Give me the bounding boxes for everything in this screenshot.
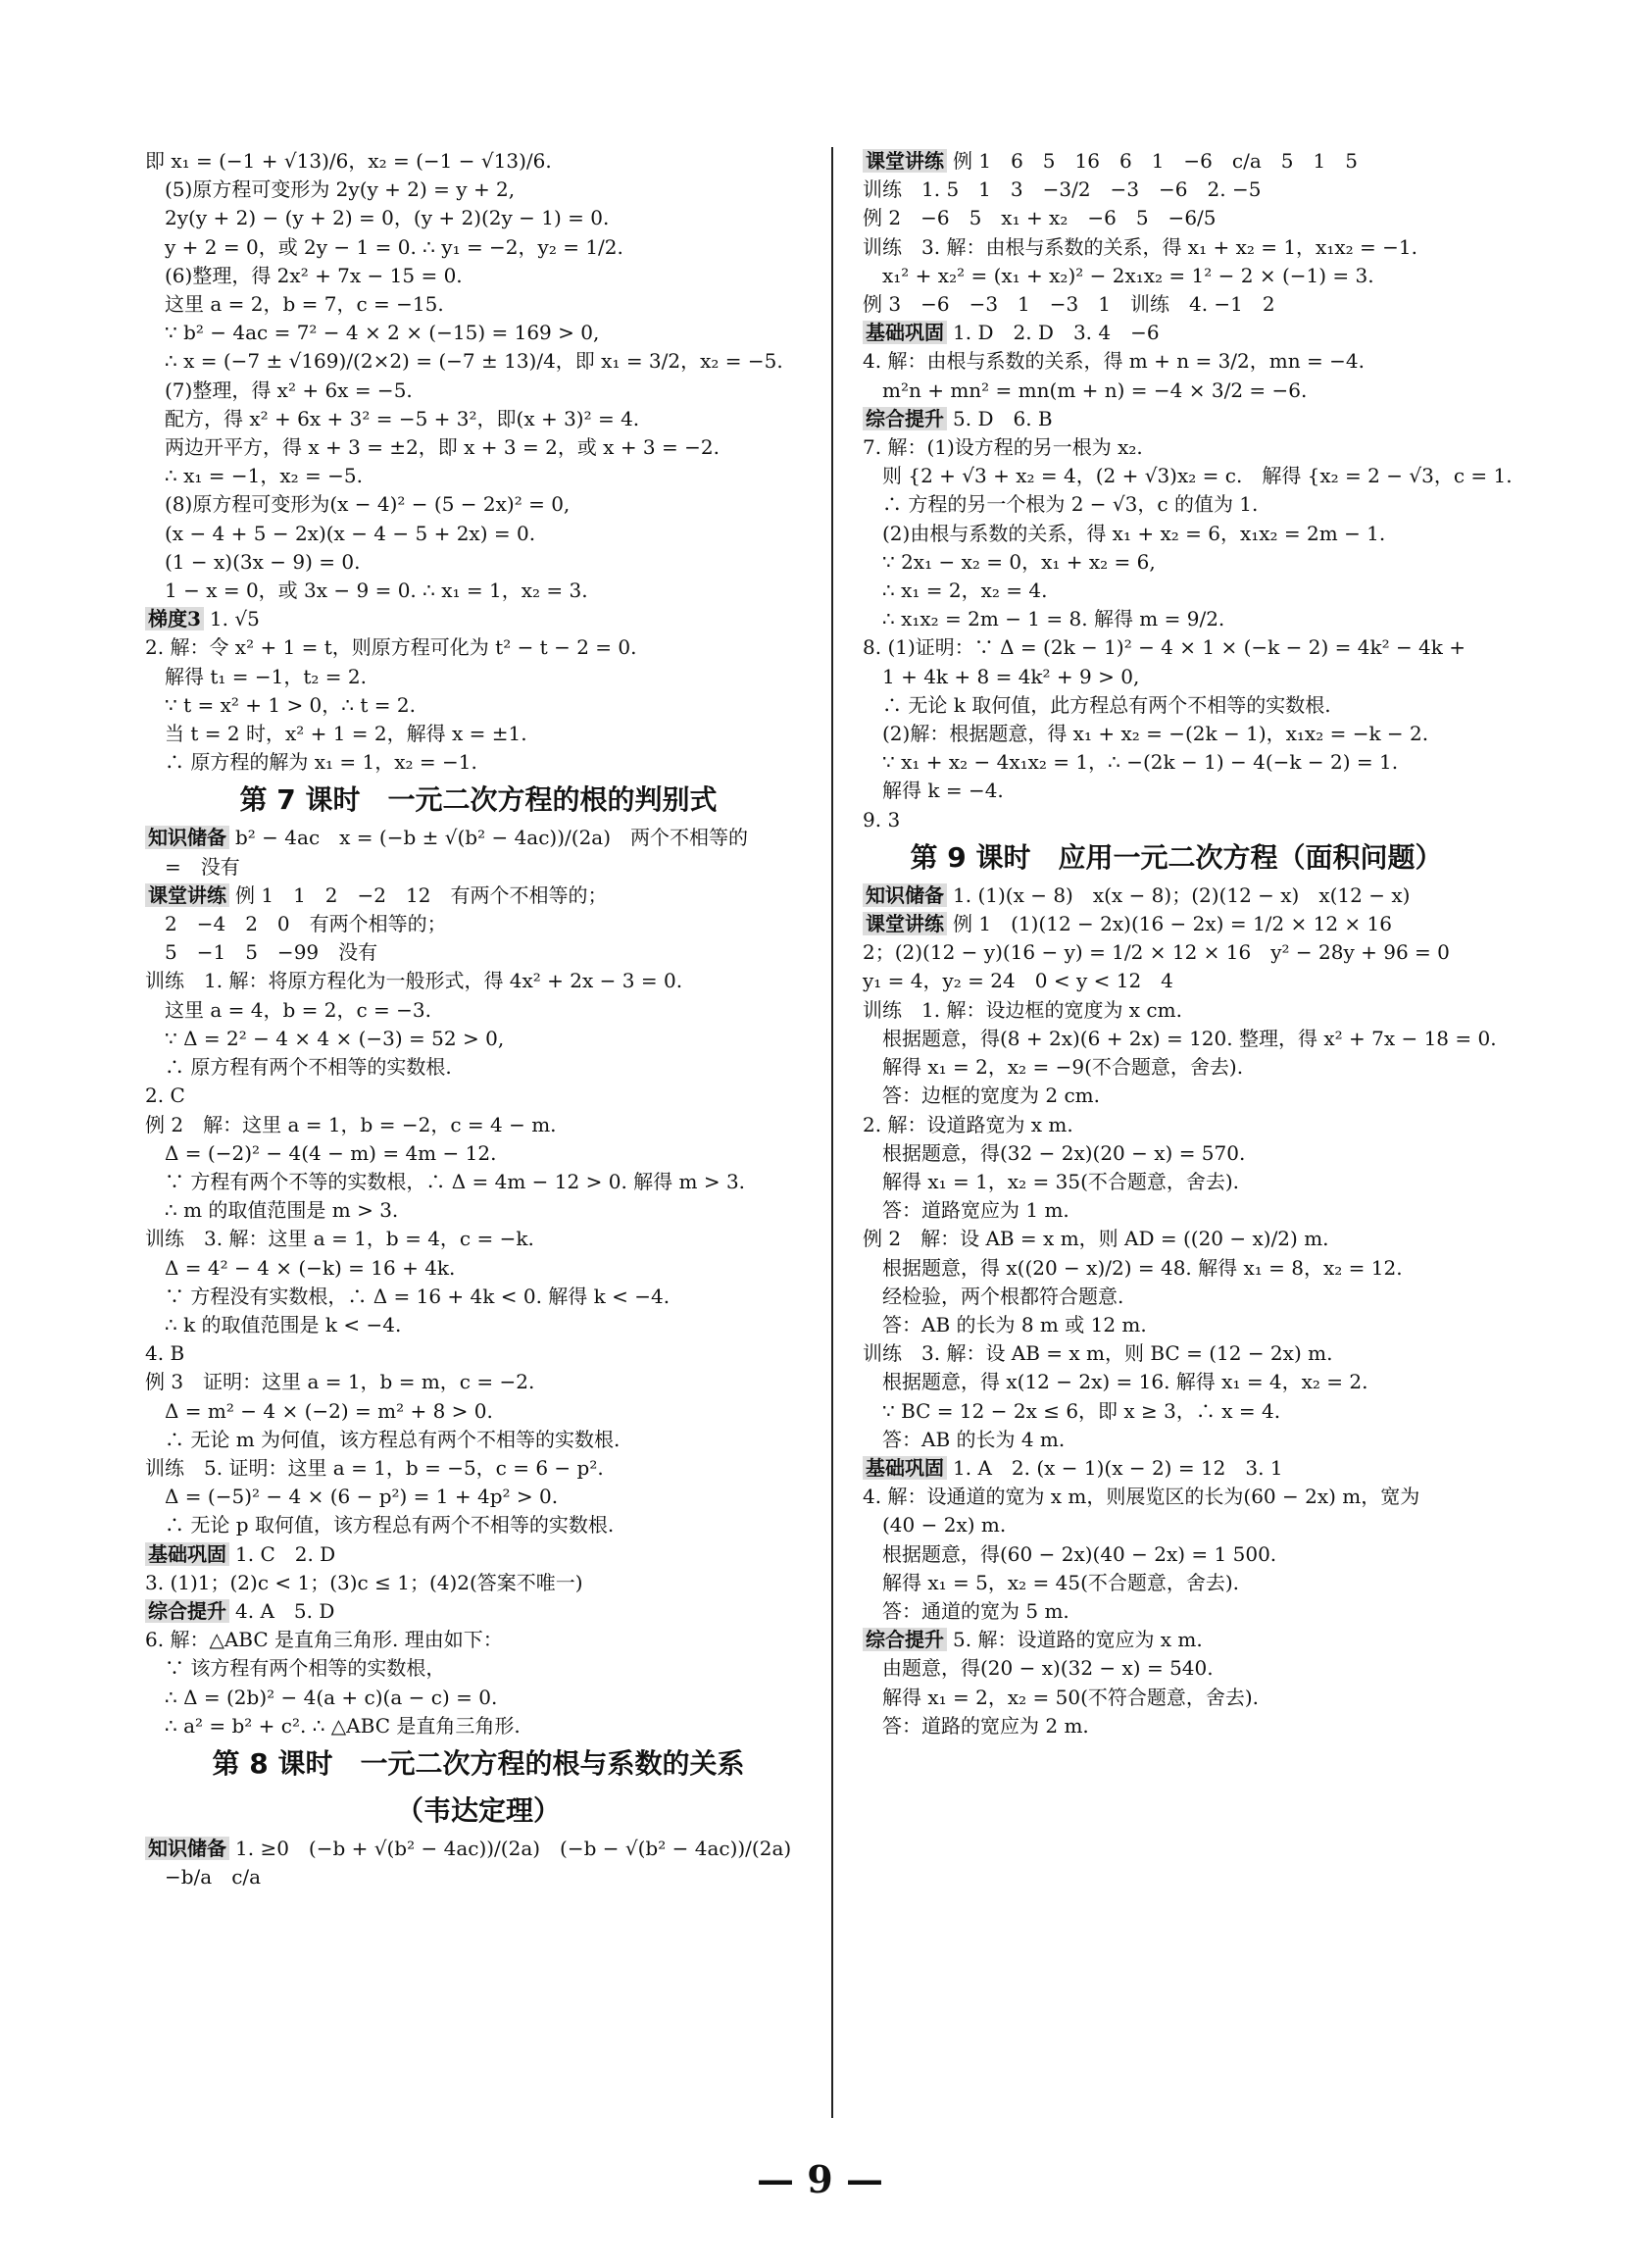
- section-tag: 知识储备: [145, 826, 229, 849]
- answer-line: [145, 748, 812, 777]
- answer-line: [145, 1025, 812, 1053]
- answer-line: [145, 1397, 812, 1426]
- answer-line: [863, 347, 1490, 376]
- answer-text: 2. C: [145, 1084, 185, 1108]
- answer-text: 例 2 −6 5 x₁ + x₂ −6 5 −6/5: [863, 206, 1217, 230]
- answer-text: 训练 1. 5 1 3 −3/2 −3 −6 2. −5: [863, 177, 1262, 202]
- answer-text: ∵ Δ = 2² − 4 × 4 × (−3) = 52 > 0,: [165, 1026, 505, 1050]
- answer-line: [145, 1569, 812, 1597]
- answer-text: Δ = (−2)² − 4(4 − m) = 4m − 12.: [165, 1140, 497, 1165]
- answer-text: 经检验，两个根都符合题意.: [882, 1284, 1124, 1308]
- answer-line: [145, 176, 812, 204]
- answer-text: 即 x₁ = (−1 + √13)/6，x₂ = (−1 − √13)/6.: [145, 149, 552, 173]
- answer-line: [145, 1339, 812, 1368]
- answer-line: [145, 1225, 812, 1253]
- answer-text: ∴ 无论 k 取何值，此方程总有两个不相等的实数根.: [882, 692, 1331, 717]
- answer-line: [863, 938, 1490, 967]
- answer-line: [145, 1168, 812, 1196]
- answer-text: 2；(2)(12 − y)(16 − y) = 1/2 × 12 × 16 y² − 28y + 96 = 0: [863, 940, 1450, 965]
- answer-text: 这里 a = 4，b = 2，c = −3.: [165, 997, 431, 1022]
- page-number: — 9 —: [757, 2157, 883, 2201]
- answer-line: [863, 1654, 1490, 1683]
- answer-text: 解得 t₁ = −1，t₂ = 2.: [165, 664, 367, 688]
- answer-line: [145, 490, 812, 519]
- answer-text: ∴ 原方程的解为 x₁ = 1，x₂ = −1.: [165, 750, 477, 775]
- answer-text: 答：AB 的长为 8 m 或 12 m.: [882, 1312, 1147, 1336]
- answer-text: ∵ 该方程有两个相等的实数根，: [165, 1656, 446, 1681]
- answer-text: 训练 3. 解：由根与系数的关系，得 x₁ + x₂ = 1，x₁x₂ = −1.: [863, 234, 1417, 259]
- answer-line: [145, 290, 812, 319]
- answer-line: [145, 996, 812, 1025]
- answer-line: [145, 605, 812, 633]
- answer-line: [145, 663, 812, 691]
- answer-line: [145, 1454, 812, 1483]
- answer-text: 训练 5. 证明：这里 a = 1，b = −5，c = 6 − p².: [145, 1455, 604, 1480]
- answer-line: [863, 319, 1490, 347]
- answer-line: [145, 405, 812, 433]
- answer-text: = 没有: [165, 854, 240, 879]
- answer-line: [145, 233, 812, 262]
- answer-line: [145, 1053, 812, 1082]
- answer-line: [145, 1626, 812, 1654]
- answer-text: 这里 a = 2，b = 7，c = −15.: [165, 292, 444, 317]
- answer-line: [863, 1168, 1490, 1196]
- answer-line: [145, 1712, 812, 1740]
- answer-line: [863, 176, 1490, 204]
- answer-line: [145, 882, 812, 910]
- section-tag: 梯度3: [145, 607, 204, 630]
- answer-text: 1 − x = 0，或 3x − 9 = 0. ∴ x₁ = 1，x₂ = 3.: [165, 579, 588, 603]
- answer-text: ∵ b² − 4ac = 7² − 4 × 2 × (−15) = 169 > 0,: [165, 321, 600, 345]
- answer-text: ∴ 无论 p 取何值，该方程总有两个不相等的实数根.: [165, 1513, 615, 1537]
- answer-line: [863, 1626, 1490, 1654]
- section-tag: 课堂讲练: [863, 912, 947, 935]
- answer-text: 3. (1)1；(2)c < 1；(3)c ≤ 1；(4)2(答案不唯一): [145, 1570, 583, 1594]
- answer-line: [863, 996, 1490, 1025]
- answer-line: [863, 204, 1490, 232]
- section-tag: 课堂讲练: [863, 149, 947, 173]
- answer-text: ∵ x₁ + x₂ − 4x₁x₂ = 1，∴ −(2k − 1) − 4(−k − 2) = 1.: [882, 750, 1399, 775]
- answer-line: [145, 910, 812, 938]
- answer-text: 训练 1. 解：将原方程化为一般形式，得 4x² + 2x − 3 = 0.: [145, 969, 683, 993]
- answer-text: ∵ BC = 12 − 2x ≤ 6，即 x ≥ 3，∴ x = 4.: [882, 1398, 1281, 1423]
- answer-line: [863, 777, 1490, 805]
- answer-text: ∴ x₁ = 2，x₂ = 4.: [882, 579, 1048, 603]
- answer-line: [145, 967, 812, 995]
- answer-text: 则 {2 + √3 + x₂ = 4，(2 + √3)x₂ = c. 解得 {x₂ = 2 − √3，c = 1.: [882, 464, 1513, 488]
- answer-line: [863, 1111, 1490, 1139]
- answer-text: 解得 x₁ = 5，x₂ = 45(不合题意，舍去).: [882, 1570, 1240, 1594]
- left-column: [145, 147, 812, 1891]
- column-divider: [831, 147, 833, 2118]
- answer-line: [863, 720, 1490, 748]
- answer-text: 7. 解：(1)设方程的另一根为 x₂.: [863, 435, 1143, 460]
- answer-text: 答：通道的宽为 5 m.: [882, 1598, 1069, 1623]
- answer-text: 例 2 解：设 AB = x m，则 AD = ((20 − x)/2) m.: [863, 1227, 1329, 1251]
- section-heading: 第 9 课时 应用一元二次方程（面积问题）: [910, 840, 1443, 874]
- section-heading: 第 8 课时 一元二次方程的根与系数的关系: [212, 1746, 745, 1780]
- answer-text: ∴ 方程的另一个根为 2 − √3，c 的值为 1.: [882, 492, 1259, 517]
- answer-line: [863, 147, 1490, 176]
- answer-text: ∴ a² = b² + c². ∴ △ABC 是直角三角形.: [165, 1713, 521, 1738]
- answer-text: 例 1 6 5 16 6 1 −6 c/a 5 1 5: [953, 149, 1358, 173]
- answer-text: 答：道路宽应为 1 m.: [882, 1198, 1069, 1223]
- answer-line: [863, 1511, 1490, 1539]
- answer-line: [145, 1654, 812, 1683]
- answer-text: 解得 k = −4.: [882, 779, 1004, 803]
- answer-text: 1. D 2. D 3. 4 −6: [953, 321, 1160, 345]
- answer-text: 答：边框的宽度为 2 cm.: [882, 1084, 1100, 1108]
- answer-line: [863, 1684, 1490, 1712]
- answer-line: [145, 1111, 812, 1139]
- answer-text: ∴ 无论 m 为何值，该方程总有两个不相等的实数根.: [165, 1427, 621, 1451]
- answer-text: Δ = 4² − 4 × (−k) = 16 + 4k.: [165, 1255, 456, 1280]
- answer-line: [863, 377, 1490, 405]
- answer-line: [145, 1283, 812, 1311]
- answer-line: [863, 1082, 1490, 1110]
- answer-line: [145, 853, 812, 882]
- section-tag: 基础巩固: [863, 321, 947, 344]
- answer-text: 配方，得 x² + 6x + 3² = −5 + 3²，即(x + 3)² = 4.: [165, 406, 640, 430]
- answer-line: [863, 520, 1490, 548]
- answer-text: 根据题意，得 x(12 − 2x) = 16. 解得 x₁ = 4，x₂ = 2.: [882, 1370, 1368, 1394]
- answer-text: 例 3 证明：这里 a = 1，b = m，c = −2.: [145, 1370, 535, 1394]
- answer-line: [863, 1454, 1490, 1483]
- answer-line: [863, 1368, 1490, 1396]
- answer-line: [863, 1139, 1490, 1168]
- answer-text: 解得 x₁ = 2，x₂ = −9(不合题意，舍去).: [882, 1055, 1244, 1080]
- section-tag: 综合提升: [145, 1599, 229, 1623]
- answer-line: [145, 824, 812, 852]
- answer-line: [145, 633, 812, 662]
- answer-text: (2)由根与系数的关系，得 x₁ + x₂ = 6，x₁x₂ = 2m − 1.: [882, 521, 1386, 545]
- answer-text: ∴ k 的取值范围是 k < −4.: [165, 1312, 402, 1336]
- answer-line: [145, 433, 812, 462]
- answer-line: [145, 1835, 812, 1863]
- answer-line: [145, 262, 812, 290]
- answer-line: [863, 1311, 1490, 1339]
- answer-line: [863, 1225, 1490, 1253]
- answer-line: [863, 910, 1490, 938]
- answer-line: [863, 262, 1490, 290]
- answer-line: [145, 347, 812, 376]
- answer-line: [145, 1863, 812, 1891]
- answer-line: [863, 1597, 1490, 1626]
- answer-text: 训练 1. 解：设边框的宽度为 x cm.: [863, 997, 1182, 1022]
- answer-text: 两边开平方，得 x + 3 = ±2，即 x + 3 = 2，或 x + 3 = −2.: [165, 435, 720, 460]
- answer-text: ∵ 方程没有实数根，∴ Δ = 16 + 4k < 0. 解得 k < −4.: [165, 1284, 671, 1308]
- answer-line: [863, 1483, 1490, 1511]
- answer-line: [863, 806, 1490, 834]
- answer-text: −b/a c/a: [165, 1865, 262, 1890]
- answer-text: 1. C 2. D: [235, 1541, 336, 1566]
- answer-line: [863, 967, 1490, 995]
- answer-line: [145, 1483, 812, 1511]
- section-tag: 基础巩固: [863, 1456, 947, 1480]
- answer-line: [145, 577, 812, 605]
- answer-line: [145, 1511, 812, 1539]
- answer-text: 由题意，得(20 − x)(32 − x) = 540.: [882, 1656, 1214, 1681]
- answer-line: [145, 548, 812, 577]
- section-tag: 知识储备: [863, 883, 947, 907]
- section-heading: 第 7 课时 一元二次方程的根的判别式: [239, 783, 718, 817]
- answer-line: [145, 462, 812, 490]
- answer-line: [145, 377, 812, 405]
- answer-line: [863, 433, 1490, 462]
- answer-text: 1. √5: [209, 607, 260, 631]
- answer-line: [863, 1053, 1490, 1082]
- answer-line: [145, 691, 812, 720]
- answer-line: [145, 520, 812, 548]
- answer-line: [145, 1426, 812, 1454]
- answer-text: 根据题意，得(60 − 2x)(40 − 2x) = 1 500.: [882, 1541, 1277, 1566]
- section-tag: 课堂讲练: [145, 883, 229, 907]
- answer-line: [863, 1540, 1490, 1569]
- answer-line: [145, 720, 812, 748]
- answer-text: 例 1 (1)(12 − 2x)(16 − 2x) = 1/2 × 12 × 16: [953, 912, 1392, 936]
- answer-line: [145, 147, 812, 176]
- answer-line: [863, 691, 1490, 720]
- answer-text: (x − 4 + 5 − 2x)(x − 4 − 5 + 2x) = 0.: [165, 521, 536, 545]
- answer-text: 当 t = 2 时，x² + 1 = 2，解得 x = ±1.: [165, 722, 527, 746]
- answer-line: [863, 462, 1513, 490]
- answer-line: [863, 1569, 1490, 1597]
- answer-text: (7)整理，得 x² + 6x = −5.: [165, 378, 413, 402]
- answer-text: 1. ≥0 (−b + √(b² − 4ac))/(2a) (−b − √(b² − 4ac))/(2a): [235, 1836, 792, 1860]
- answer-line: [863, 748, 1490, 777]
- answer-text: 例 1 1 2 −2 12 有两个不相等的；: [235, 882, 608, 907]
- answer-text: ∴ 原方程有两个不相等的实数根.: [165, 1055, 452, 1080]
- answer-text: (1 − x)(3x − 9) = 0.: [165, 549, 361, 574]
- answer-text: 例 2 解：这里 a = 1，b = −2，c = 4 − m.: [145, 1112, 557, 1136]
- answer-line: [145, 1684, 812, 1712]
- answer-line: [145, 1368, 812, 1396]
- section-tag: 综合提升: [863, 407, 947, 430]
- answer-line: [863, 1339, 1490, 1368]
- answer-text: (8)原方程可变形为(x − 4)² − (5 − 2x)² = 0,: [165, 492, 571, 517]
- section-heading: （韦达定理）: [395, 1793, 561, 1827]
- answer-text: 根据题意，得 x((20 − x)/2) = 48. 解得 x₁ = 8，x₂ = 12.: [882, 1255, 1403, 1280]
- answer-text: ∴ x = (−7 ± √169)/(2×2) = (−7 ± 13)/4，即 x₁ = 3/2，x₂ = −5.: [165, 349, 783, 374]
- answer-text: 5 −1 5 −99 没有: [165, 940, 378, 965]
- answer-text: 8. (1)证明：∵ Δ = (2k − 1)² − 4 × 1 × (−k − 2) = 4k² − 4k +: [863, 635, 1466, 660]
- answer-text: 4. B: [145, 1341, 185, 1366]
- answer-text: Δ = m² − 4 × (−2) = m² + 8 > 0.: [165, 1398, 493, 1423]
- answer-line: [863, 1712, 1490, 1740]
- answer-line: [863, 1397, 1490, 1426]
- answer-line: [863, 577, 1490, 605]
- answer-line: [145, 319, 812, 347]
- answer-line: [863, 1254, 1490, 1283]
- answer-line: [863, 233, 1490, 262]
- answer-text: (5)原方程可变形为 2y(y + 2) = y + 2,: [165, 177, 516, 202]
- answer-text: b² − 4ac x = (−b ± √(b² − 4ac))/(2a) 两个不相等的: [235, 826, 749, 850]
- answer-text: (2)解：根据题意，得 x₁ + x₂ = −(2k − 1)，x₁x₂ = −k − 2.: [882, 722, 1429, 746]
- answer-line: [863, 1025, 1497, 1053]
- answer-text: 根据题意，得(32 − 2x)(20 − x) = 570.: [882, 1140, 1246, 1165]
- answer-text: 答：AB 的长为 4 m.: [882, 1427, 1066, 1451]
- answer-line: [145, 1311, 812, 1339]
- answer-text: (40 − 2x) m.: [882, 1513, 1007, 1537]
- answer-text: ∴ x₁x₂ = 2m − 1 = 8. 解得 m = 9/2.: [882, 607, 1225, 631]
- answer-text: 2. 解：令 x² + 1 = t，则原方程可化为 t² − t − 2 = 0.: [145, 635, 637, 660]
- answer-text: m²n + mn² = mn(m + n) = −4 × 3/2 = −6.: [882, 378, 1308, 402]
- answer-line: [145, 1254, 812, 1283]
- section-tag: 知识储备: [145, 1837, 229, 1860]
- answer-text: 5. D 6. B: [953, 406, 1053, 430]
- answer-line: [863, 1426, 1490, 1454]
- answer-text: 2y(y + 2) − (y + 2) = 0，(y + 2)(2y − 1) = 0.: [165, 206, 610, 230]
- answer-text: 4. 解：设通道的宽为 x m，则展览区的长为(60 − 2x) m，宽为: [863, 1485, 1420, 1509]
- answer-text: 1. (1)(x − 8) x(x − 8)；(2)(12 − x) x(12 − x): [953, 882, 1411, 907]
- answer-text: y₁ = 4，y₂ = 24 0 < y < 12 4: [863, 969, 1173, 993]
- answer-line: [863, 290, 1490, 319]
- answer-text: 训练 3. 解：这里 a = 1，b = 4，c = −k.: [145, 1227, 534, 1251]
- answer-text: 9. 3: [863, 807, 901, 832]
- answer-text: 2. 解：设道路宽为 x m.: [863, 1112, 1073, 1136]
- answer-text: ∵ t = x² + 1 > 0，∴ t = 2.: [165, 692, 416, 717]
- answer-line: [863, 633, 1490, 662]
- answer-line: [145, 1082, 812, 1110]
- answer-text: ∵ 2x₁ − x₂ = 0，x₁ + x₂ = 6,: [882, 549, 1156, 574]
- answer-line: [145, 1196, 812, 1225]
- answer-text: 6. 解：△ABC 是直角三角形. 理由如下：: [145, 1628, 503, 1652]
- answer-text: (6)整理，得 2x² + 7x − 15 = 0.: [165, 263, 463, 287]
- answer-text: ∵ 方程有两个不等的实数根，∴ Δ = 4m − 12 > 0. 解得 m > 3.: [165, 1169, 746, 1193]
- answer-text: ∴ m 的取值范围是 m > 3.: [165, 1198, 399, 1223]
- answer-text: 答：道路的宽应为 2 m.: [882, 1713, 1089, 1738]
- answer-text: ∴ Δ = (2b)² − 4(a + c)(a − c) = 0.: [165, 1685, 498, 1709]
- answer-text: 解得 x₁ = 2，x₂ = 50(不符合题意，舍去).: [882, 1685, 1260, 1709]
- answer-text: 4. 解：由根与系数的关系，得 m + n = 3/2，mn = −4.: [863, 349, 1365, 374]
- answer-line: [145, 1139, 812, 1168]
- answer-text: 4. A 5. D: [235, 1598, 335, 1623]
- answer-text: 训练 3. 解：设 AB = x m，则 BC = (12 − 2x) m.: [863, 1341, 1333, 1366]
- answer-line: [145, 1540, 812, 1569]
- answer-line: [863, 405, 1490, 433]
- answer-line: [145, 1597, 812, 1626]
- answer-text: x₁² + x₂² = (x₁ + x₂)² − 2x₁x₂ = 1² − 2 × (−1) = 3.: [882, 263, 1374, 287]
- answer-text: y + 2 = 0，或 2y − 1 = 0. ∴ y₁ = −2，y₂ = 1/2.: [165, 234, 623, 259]
- answer-text: 5. 解：设道路的宽应为 x m.: [953, 1628, 1203, 1652]
- answer-text: Δ = (−5)² − 4 × (6 − p²) = 1 + 4p² > 0.: [165, 1485, 559, 1509]
- answer-line: [863, 882, 1490, 910]
- answer-line: [863, 548, 1490, 577]
- answer-line: [863, 490, 1490, 519]
- answer-line: [145, 204, 812, 232]
- answer-line: [145, 938, 812, 967]
- section-tag: 综合提升: [863, 1628, 947, 1651]
- answer-text: 1 + 4k + 8 = 4k² + 9 > 0,: [882, 664, 1140, 688]
- answer-text: 解得 x₁ = 1，x₂ = 35(不合题意，舍去).: [882, 1169, 1240, 1193]
- answer-line: [863, 1283, 1490, 1311]
- answer-text: 例 3 −6 −3 1 −3 1 训练 4. −1 2: [863, 292, 1275, 317]
- answer-text: ∴ x₁ = −1，x₂ = −5.: [165, 464, 363, 488]
- answer-line: [863, 605, 1490, 633]
- answer-text: 2 −4 2 0 有两个相等的；: [165, 912, 447, 936]
- answer-text: 根据题意，得(8 + 2x)(6 + 2x) = 120. 整理，得 x² + 7x − 18 = 0.: [882, 1026, 1497, 1050]
- answer-line: [863, 1196, 1490, 1225]
- answer-line: [863, 663, 1490, 691]
- right-column: [863, 147, 1513, 1740]
- section-tag: 基础巩固: [145, 1542, 229, 1566]
- answer-text: 1. A 2. (x − 1)(x − 2) = 12 3. 1: [953, 1455, 1283, 1480]
